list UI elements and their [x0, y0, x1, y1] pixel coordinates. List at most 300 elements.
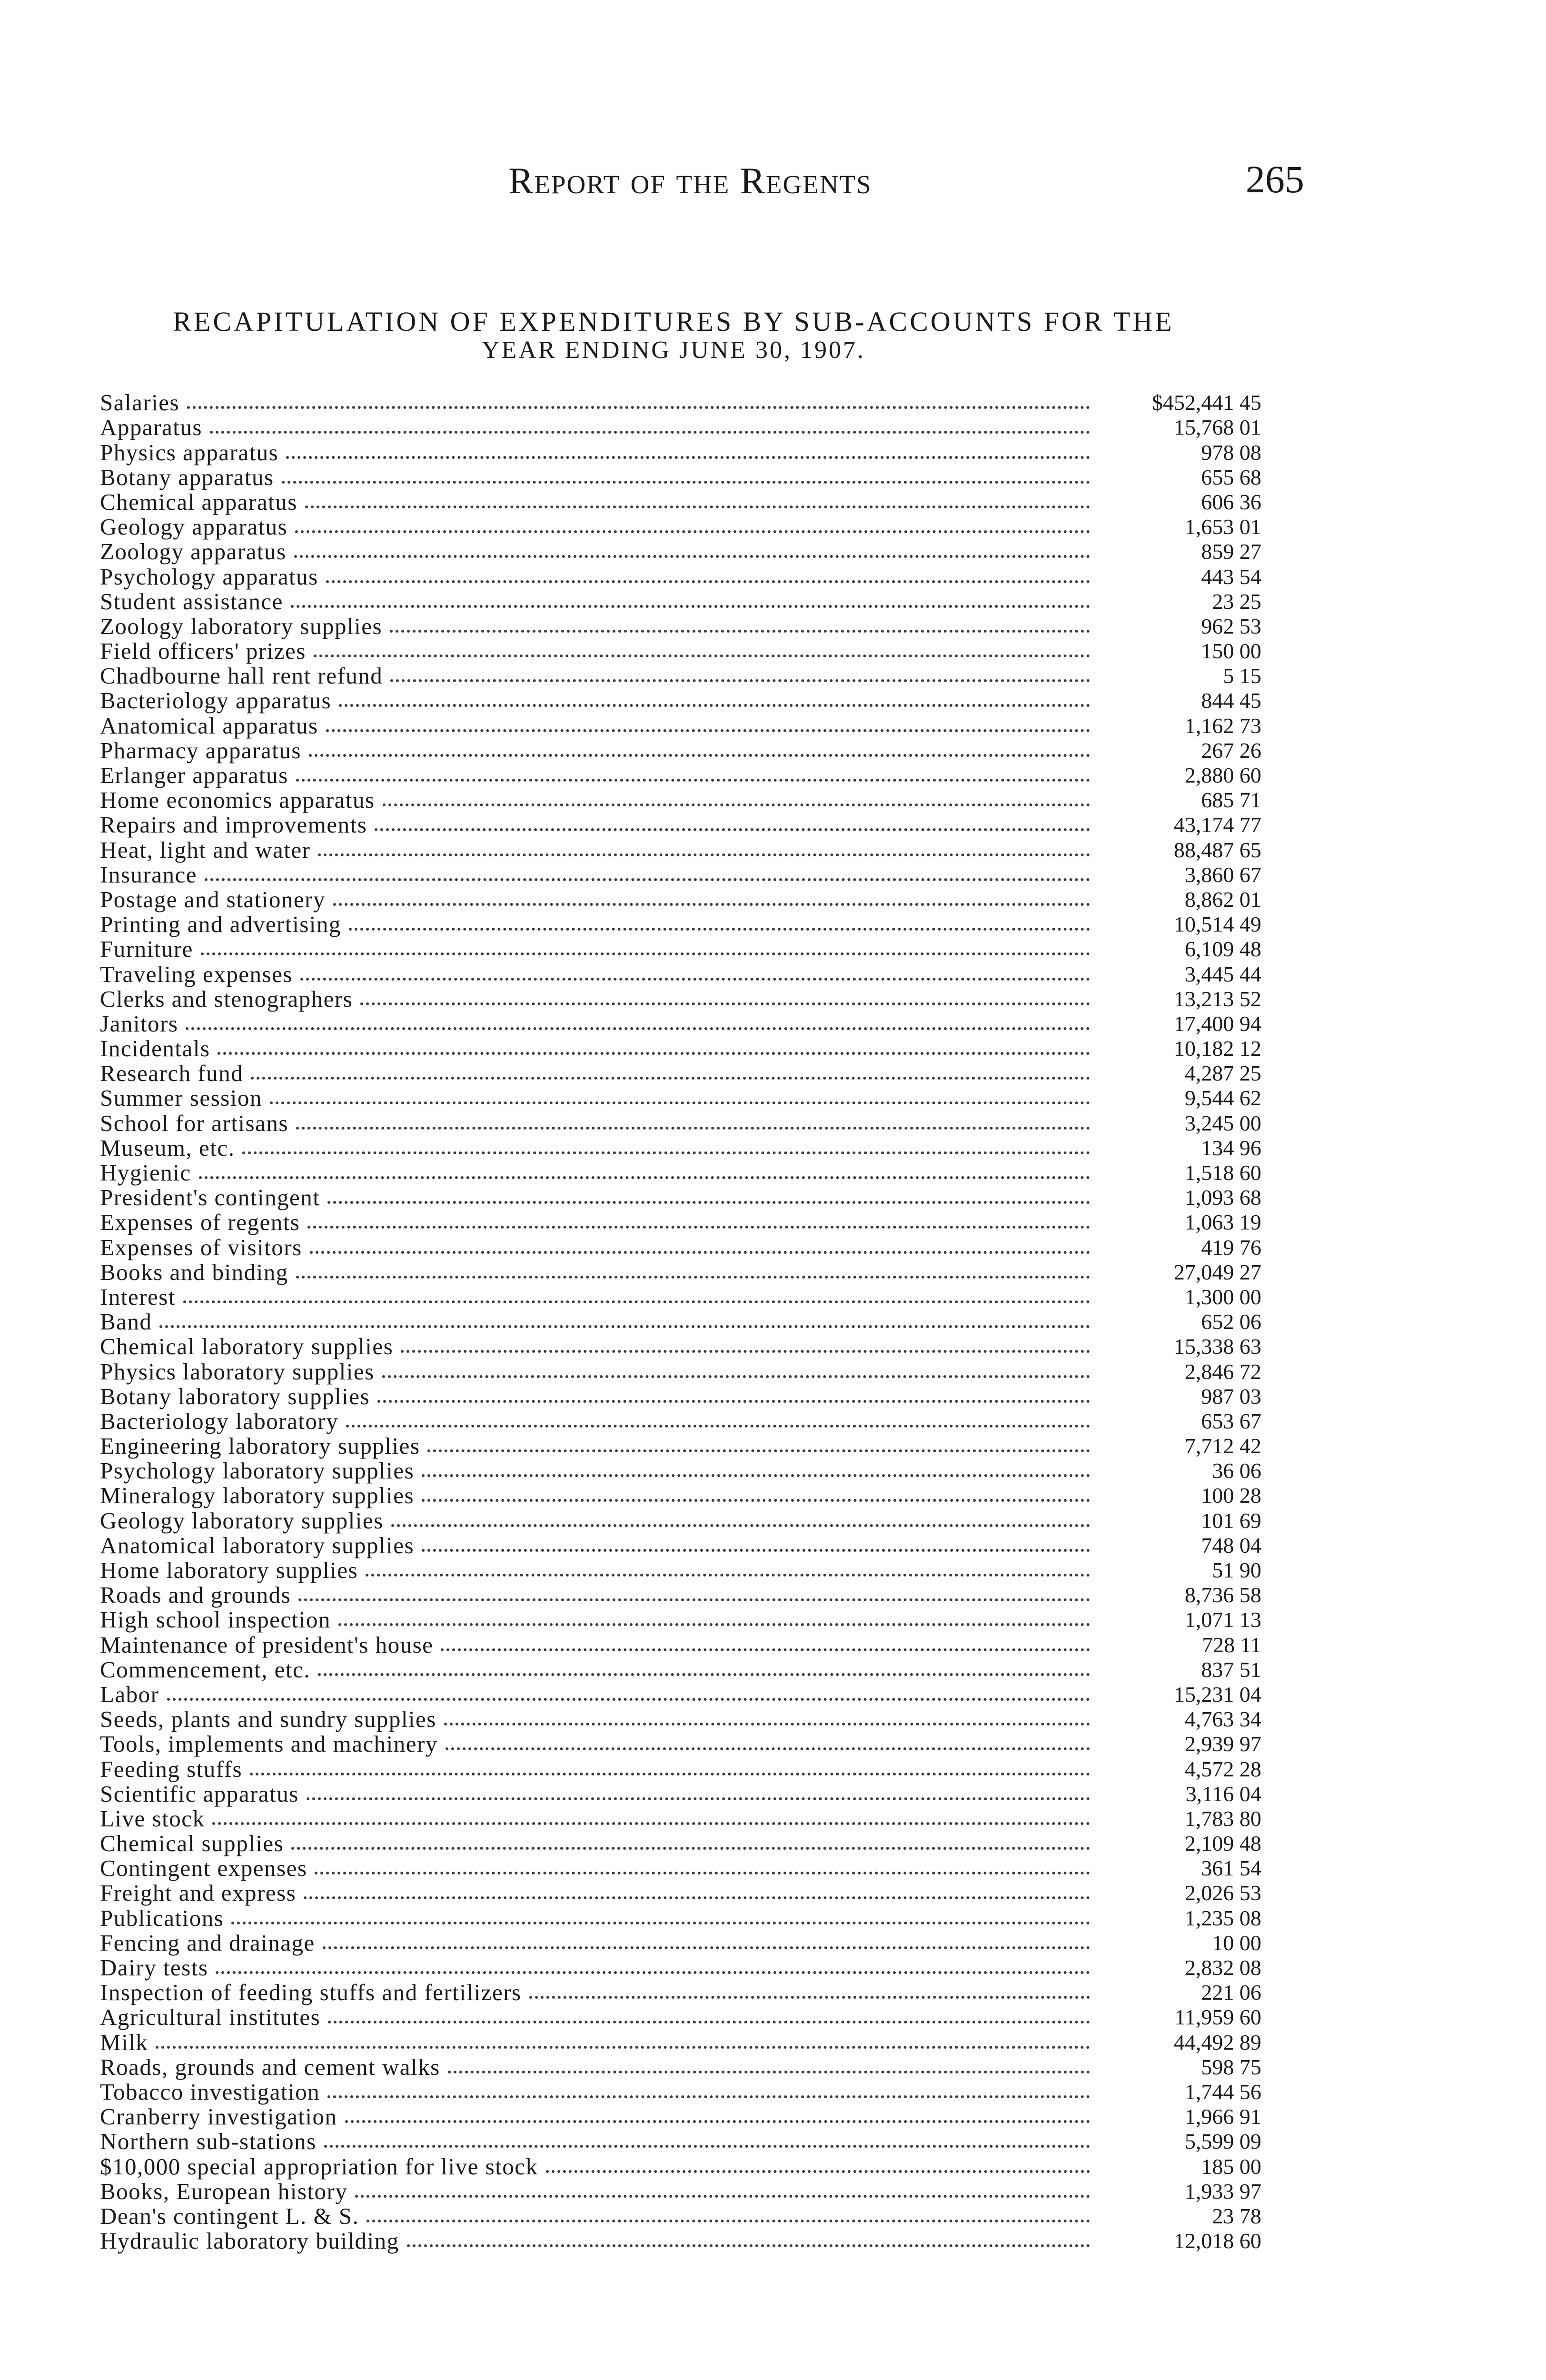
- table-subtitle: YEAR ENDING JUNE 30, 1907.: [482, 337, 865, 364]
- amount-value: 27,049 27: [1174, 1259, 1261, 1284]
- table-row: [100, 1707, 1261, 1732]
- account-label: Books, European history: [100, 2178, 348, 2204]
- amount-value: 17,400 94: [1174, 1011, 1261, 1036]
- table-row: [100, 738, 1261, 763]
- amount-value: 5,599 09: [1185, 2129, 1261, 2154]
- table-row: [100, 1260, 1261, 1285]
- account-label: Live stock: [100, 1805, 205, 1832]
- account-label: Geology laboratory supplies: [100, 1507, 384, 1534]
- dot-leader: [291, 605, 1090, 608]
- account-label: Insurance: [100, 861, 197, 888]
- account-label: Books and binding: [100, 1259, 288, 1285]
- dot-leader: [529, 1996, 1090, 1999]
- account-label: Chadbourne hall rent refund: [100, 663, 383, 689]
- table-row: [100, 1434, 1261, 1458]
- amount-value: 978 08: [1201, 440, 1261, 465]
- dot-leader: [314, 654, 1090, 657]
- dot-leader: [318, 1673, 1090, 1676]
- table-row: [100, 1111, 1261, 1135]
- table-row: [100, 614, 1261, 639]
- table-row: [100, 688, 1261, 713]
- amount-value: 1,162 73: [1185, 713, 1261, 738]
- table-row: [100, 837, 1261, 862]
- account-label: School for artisans: [100, 1110, 288, 1136]
- amount-value: 2,109 48: [1185, 1831, 1261, 1856]
- amount-value: 1,235 08: [1185, 1905, 1261, 1930]
- dot-leader: [186, 1027, 1090, 1030]
- dot-leader: [286, 456, 1090, 459]
- amount-value: 728 11: [1202, 1632, 1261, 1657]
- account-label: Mineralogy laboratory supplies: [100, 1482, 415, 1509]
- amount-value: 4,287 25: [1185, 1061, 1261, 1086]
- dot-leader: [307, 1797, 1090, 1800]
- table-row: [100, 1980, 1261, 2005]
- account-label: Botany laboratory supplies: [100, 1383, 370, 1409]
- table-row: [100, 1309, 1261, 1334]
- table-row: [100, 1384, 1261, 1409]
- amount-value: 221 06: [1201, 1980, 1261, 2005]
- dot-leader: [156, 2046, 1090, 2049]
- account-label: Dean's contingent L. & S.: [100, 2202, 359, 2229]
- account-label: Clerks and stenographers: [100, 985, 353, 1012]
- table-row: [100, 813, 1261, 837]
- dot-leader: [167, 1698, 1090, 1701]
- amount-value: 1,933 97: [1185, 2179, 1261, 2203]
- account-label: Scientific apparatus: [100, 1780, 299, 1807]
- table-row: [100, 440, 1261, 465]
- table-row: [100, 465, 1261, 490]
- account-label: $10,000 special appropriation for live stock: [100, 2153, 538, 2180]
- account-label: Physics laboratory supplies: [100, 1358, 375, 1385]
- table-row: [100, 1483, 1261, 1508]
- account-label: Expenses of regents: [100, 1209, 300, 1236]
- amount-value: 2,880 60: [1185, 763, 1261, 787]
- amount-value: 1,783 80: [1185, 1806, 1261, 1831]
- dot-leader: [427, 1449, 1090, 1452]
- account-label: Commencement, etc.: [100, 1656, 310, 1683]
- amount-value: 23 25: [1212, 589, 1261, 614]
- table-row: [100, 788, 1261, 813]
- account-label: Agricultural institutes: [100, 2004, 321, 2031]
- table-row: [100, 987, 1261, 1012]
- account-label: Dairy tests: [100, 1954, 208, 1981]
- account-label: Apparatus: [100, 414, 202, 441]
- account-label: Physics apparatus: [100, 439, 279, 466]
- amount-value: 36 06: [1212, 1458, 1261, 1483]
- account-label: Milk: [100, 2029, 149, 2055]
- account-label: Psychology apparatus: [100, 563, 318, 590]
- amount-value: 1,744 56: [1185, 2079, 1261, 2104]
- table-row: [100, 1806, 1261, 1831]
- account-label: Inspection of feeding stuffs and fertilizers: [100, 1979, 522, 2006]
- amount-value: 4,572 28: [1185, 1756, 1261, 1781]
- amount-value: 15,231 04: [1174, 1682, 1261, 1706]
- account-label: Roads, grounds and cement walks: [100, 2053, 440, 2080]
- account-label: Interest: [100, 1283, 176, 1310]
- table-row: [100, 415, 1261, 440]
- amount-value: 6,109 48: [1185, 937, 1261, 962]
- account-label: Incidentals: [100, 1035, 210, 1062]
- table-row: [100, 2154, 1261, 2179]
- account-label: Furniture: [100, 936, 193, 962]
- table-row: [100, 1931, 1261, 1955]
- table-row: [100, 2179, 1261, 2204]
- table-row: [100, 589, 1261, 614]
- table-row: [100, 539, 1261, 564]
- amount-value: 23 78: [1212, 2203, 1261, 2228]
- table-row: [100, 1732, 1261, 1756]
- table-row: [100, 2204, 1261, 2229]
- amount-value: 837 51: [1201, 1657, 1261, 1682]
- dot-leader: [422, 1474, 1090, 1477]
- expenditure-list: [100, 390, 1261, 2253]
- amount-value: 1,518 60: [1185, 1160, 1261, 1185]
- dot-leader: [327, 1201, 1090, 1204]
- table-row: [100, 564, 1261, 589]
- table-row: [100, 1657, 1261, 1682]
- account-label: Home economics apparatus: [100, 787, 375, 813]
- dot-leader: [296, 1127, 1090, 1130]
- account-label: Anatomical apparatus: [100, 712, 318, 739]
- amount-value: 267 26: [1201, 738, 1261, 763]
- account-label: Hygienic: [100, 1160, 191, 1186]
- dot-leader: [366, 1574, 1090, 1577]
- dot-leader: [201, 952, 1090, 955]
- account-label: Postage and stationery: [100, 886, 326, 912]
- account-label: Labor: [100, 1681, 159, 1707]
- account-label: Expenses of visitors: [100, 1234, 302, 1260]
- table-row: [100, 1285, 1261, 1309]
- table-row: [100, 1756, 1261, 1781]
- table-row: [100, 1533, 1261, 1558]
- table-row: [100, 1905, 1261, 1930]
- table-row: [100, 1955, 1261, 1980]
- dot-leader: [298, 1598, 1090, 1601]
- account-label: Chemical apparatus: [100, 488, 297, 515]
- table-row: [100, 2055, 1261, 2080]
- amount-value: 844 45: [1201, 688, 1261, 713]
- dot-leader: [328, 2021, 1090, 2023]
- table-row: [100, 2005, 1261, 2030]
- table-row: [100, 2229, 1261, 2253]
- dot-leader: [444, 1723, 1090, 1726]
- amount-value: 8,862 01: [1185, 887, 1261, 912]
- account-label: Anatomical laboratory supplies: [100, 1532, 415, 1558]
- account-label: Feeding stuffs: [100, 1755, 243, 1782]
- table-title: RECAPITULATION OF EXPENDITURES BY SUB-ACCOUNTS FOR THE: [173, 306, 1174, 337]
- account-label: Traveling expenses: [100, 961, 293, 987]
- dot-leader: [360, 1002, 1090, 1005]
- amount-value: 4,763 34: [1185, 1707, 1261, 1732]
- account-label: High school inspection: [100, 1606, 331, 1633]
- account-label: Printing and advertising: [100, 911, 341, 938]
- amount-value: 1,093 68: [1185, 1185, 1261, 1210]
- dot-leader: [446, 1747, 1090, 1750]
- dot-leader: [310, 1251, 1090, 1254]
- amount-value: 185 00: [1201, 2154, 1261, 2179]
- account-label: Freight and express: [100, 1880, 297, 1906]
- dot-leader: [333, 903, 1090, 906]
- amount-value: 1,966 91: [1185, 2104, 1261, 2129]
- dot-leader: [441, 1648, 1090, 1651]
- dot-leader: [327, 2095, 1090, 2098]
- dot-leader: [422, 1549, 1090, 1552]
- dot-leader: [375, 828, 1090, 831]
- page-number: 265: [1246, 158, 1304, 201]
- account-label: Seeds, plants and sundry supplies: [100, 1706, 436, 1733]
- dot-leader: [390, 679, 1090, 682]
- amount-value: 1,071 13: [1185, 1607, 1261, 1632]
- amount-value: 43,174 77: [1174, 813, 1261, 837]
- dot-leader: [205, 878, 1090, 881]
- amount-value: 443 54: [1201, 564, 1261, 589]
- table-row: [100, 1185, 1261, 1210]
- account-label: Repairs and improvements: [100, 812, 367, 838]
- dot-leader: [546, 2170, 1090, 2173]
- table-row: [100, 1782, 1261, 1806]
- account-label: Tobacco investigation: [100, 2078, 320, 2105]
- dot-leader: [323, 1946, 1090, 1949]
- account-label: Heat, light and water: [100, 836, 311, 863]
- amount-value: 3,860 67: [1185, 862, 1261, 887]
- amount-value: 987 03: [1201, 1384, 1261, 1408]
- account-label: Student assistance: [100, 588, 283, 615]
- amount-value: 11,959 60: [1174, 2005, 1261, 2030]
- dot-leader: [282, 481, 1090, 484]
- table-row: [100, 390, 1261, 415]
- table-row: [100, 515, 1261, 539]
- account-label: Botany apparatus: [100, 464, 274, 490]
- amount-value: 1,300 00: [1185, 1284, 1261, 1309]
- account-label: Fencing and drainage: [100, 1929, 315, 1956]
- amount-value: 419 76: [1201, 1235, 1261, 1259]
- account-label: Zoology laboratory supplies: [100, 613, 383, 639]
- table-row: [100, 1036, 1261, 1061]
- dot-leader: [251, 1077, 1090, 1080]
- table-row: [100, 1359, 1261, 1384]
- table-row: [100, 1583, 1261, 1607]
- account-label: President's contingent: [100, 1184, 320, 1211]
- dot-leader: [212, 1822, 1090, 1825]
- table-row: [100, 2030, 1261, 2054]
- table-row: [100, 962, 1261, 986]
- dot-leader: [294, 555, 1090, 558]
- dot-leader: [159, 1325, 1090, 1328]
- table-row: [100, 1632, 1261, 1657]
- table-row: [100, 1136, 1261, 1160]
- table-row: [100, 1160, 1261, 1185]
- dot-leader: [422, 1499, 1090, 1502]
- amount-value: 9,544 62: [1185, 1086, 1261, 1111]
- account-label: Maintenance of president's house: [100, 1631, 434, 1658]
- amount-value: 5 15: [1223, 664, 1261, 688]
- dot-leader: [218, 1052, 1090, 1055]
- table-row: [100, 2104, 1261, 2129]
- table-row: [100, 1607, 1261, 1632]
- dot-leader: [377, 1400, 1090, 1403]
- dot-leader: [326, 580, 1090, 583]
- dot-leader: [383, 803, 1090, 806]
- dot-leader: [216, 1971, 1090, 1974]
- amount-value: 652 06: [1201, 1309, 1261, 1334]
- dot-leader: [291, 1847, 1090, 1850]
- dot-leader: [367, 2220, 1090, 2222]
- account-label: Psychology laboratory supplies: [100, 1458, 415, 1484]
- account-label: Cranberry investigation: [100, 2103, 337, 2130]
- amount-value: 15,338 63: [1174, 1334, 1261, 1359]
- dot-leader: [199, 1176, 1090, 1179]
- table-row: [100, 763, 1261, 788]
- account-label: Northern sub-stations: [100, 2128, 317, 2155]
- amount-value: 3,245 00: [1185, 1111, 1261, 1135]
- dot-leader: [295, 530, 1090, 533]
- amount-value: 685 71: [1201, 788, 1261, 813]
- table-row: [100, 1086, 1261, 1111]
- amount-value: 150 00: [1201, 639, 1261, 664]
- amount-value: $452,441 45: [1152, 390, 1261, 415]
- amount-value: 655 68: [1201, 465, 1261, 489]
- account-label: Roads and grounds: [100, 1582, 291, 1608]
- table-row: [100, 713, 1261, 738]
- amount-value: 3,445 44: [1185, 962, 1261, 986]
- table-row: [100, 1558, 1261, 1583]
- dot-leader: [390, 630, 1090, 633]
- account-label: Museum, etc.: [100, 1134, 235, 1161]
- account-label: Engineering laboratory supplies: [100, 1433, 420, 1459]
- amount-value: 1,653 01: [1185, 515, 1261, 539]
- amount-value: 12,018 60: [1174, 2229, 1261, 2253]
- dot-leader: [242, 1151, 1090, 1154]
- amount-value: 2,939 97: [1185, 1732, 1261, 1756]
- table-row: [100, 1508, 1261, 1533]
- account-label: Home laboratory supplies: [100, 1557, 358, 1583]
- account-label: Chemical supplies: [100, 1830, 284, 1857]
- dot-leader: [401, 1350, 1090, 1353]
- account-label: Geology apparatus: [100, 514, 288, 540]
- amount-value: 101 69: [1201, 1508, 1261, 1533]
- running-title: Report of the Regents: [508, 160, 872, 201]
- amount-value: 1,063 19: [1185, 1210, 1261, 1235]
- amount-value: 8,736 58: [1185, 1583, 1261, 1607]
- table-row: [100, 1881, 1261, 1905]
- table-row: [100, 2129, 1261, 2154]
- dot-leader: [448, 2071, 1090, 2073]
- account-label: Bacteriology apparatus: [100, 687, 332, 714]
- account-label: Salaries: [100, 389, 180, 416]
- account-label: Summer session: [100, 1085, 262, 1111]
- account-label: Pharmacy apparatus: [100, 737, 301, 764]
- table-row: [100, 1012, 1261, 1036]
- dot-leader: [231, 1922, 1090, 1924]
- account-label: Bacteriology laboratory: [100, 1408, 339, 1434]
- table-row: [100, 2080, 1261, 2104]
- amount-value: 859 27: [1201, 539, 1261, 564]
- table-row: [100, 1334, 1261, 1359]
- amount-value: 361 54: [1201, 1856, 1261, 1881]
- amount-value: 51 90: [1212, 1558, 1261, 1582]
- amount-value: 598 75: [1201, 2054, 1261, 2079]
- amount-value: 44,492 89: [1174, 2030, 1261, 2054]
- table-row: [100, 639, 1261, 664]
- account-label: Janitors: [100, 1010, 178, 1037]
- table-row: [100, 490, 1261, 515]
- amount-value: 15,768 01: [1174, 415, 1261, 440]
- amount-value: 13,213 52: [1174, 986, 1261, 1011]
- dot-leader: [187, 406, 1090, 409]
- dot-leader: [270, 1101, 1090, 1104]
- amount-value: 606 36: [1201, 489, 1261, 514]
- table-row: [100, 937, 1261, 962]
- amount-value: 962 53: [1201, 614, 1261, 638]
- account-label: Chemical laboratory supplies: [100, 1333, 394, 1360]
- account-label: Contingent expenses: [100, 1855, 307, 1882]
- dot-leader: [345, 2120, 1090, 2123]
- table-row: [100, 1856, 1261, 1881]
- amount-value: 10 00: [1212, 1930, 1261, 1955]
- dot-leader: [407, 2244, 1090, 2247]
- account-label: Field officers' prizes: [100, 638, 306, 664]
- table-row: [100, 1235, 1261, 1259]
- dot-leader: [339, 704, 1090, 707]
- table-row: [100, 912, 1261, 937]
- dot-leader: [250, 1773, 1090, 1775]
- amount-value: 88,487 65: [1174, 837, 1261, 862]
- table-row: [100, 1061, 1261, 1086]
- table-row: [100, 664, 1261, 688]
- account-label: Erlanger apparatus: [100, 762, 288, 788]
- dot-leader: [346, 1425, 1090, 1428]
- dot-leader: [296, 1276, 1090, 1279]
- amount-value: 748 04: [1201, 1533, 1261, 1557]
- account-label: Tools, implements and machinery: [100, 1731, 438, 1757]
- table-row: [100, 1682, 1261, 1707]
- table-row: [100, 1831, 1261, 1856]
- amount-value: 7,712 42: [1185, 1434, 1261, 1458]
- dot-leader: [315, 1872, 1090, 1874]
- amount-value: 2,832 08: [1185, 1955, 1261, 1980]
- dot-leader: [307, 1226, 1090, 1229]
- account-label: Hydraulic laboratory building: [100, 2228, 399, 2254]
- dot-leader: [382, 1375, 1090, 1378]
- dot-leader: [183, 1300, 1090, 1303]
- amount-value: 653 67: [1201, 1408, 1261, 1433]
- dot-leader: [300, 978, 1090, 981]
- amount-value: 100 28: [1201, 1483, 1261, 1508]
- dot-leader: [324, 2145, 1090, 2148]
- amount-value: 10,182 12: [1174, 1036, 1261, 1061]
- dot-leader: [305, 506, 1090, 508]
- amount-value: 134 96: [1201, 1135, 1261, 1160]
- dot-leader: [210, 431, 1090, 434]
- table-row: [100, 1210, 1261, 1235]
- dot-leader: [326, 729, 1090, 732]
- table-row: [100, 1409, 1261, 1434]
- account-label: Publications: [100, 1904, 224, 1931]
- account-label: Band: [100, 1309, 152, 1335]
- dot-leader: [318, 853, 1090, 856]
- amount-value: 2,026 53: [1185, 1881, 1261, 1905]
- table-row: [100, 1458, 1261, 1483]
- dot-leader: [338, 1623, 1090, 1626]
- account-label: Research fund: [100, 1060, 244, 1087]
- table-row: [100, 887, 1261, 912]
- amount-value: 3,116 04: [1185, 1781, 1261, 1806]
- amount-value: 2,846 72: [1185, 1359, 1261, 1384]
- table-row: [100, 863, 1261, 887]
- dot-leader: [391, 1524, 1090, 1527]
- account-label: Zoology apparatus: [100, 538, 287, 565]
- dot-leader: [349, 928, 1090, 931]
